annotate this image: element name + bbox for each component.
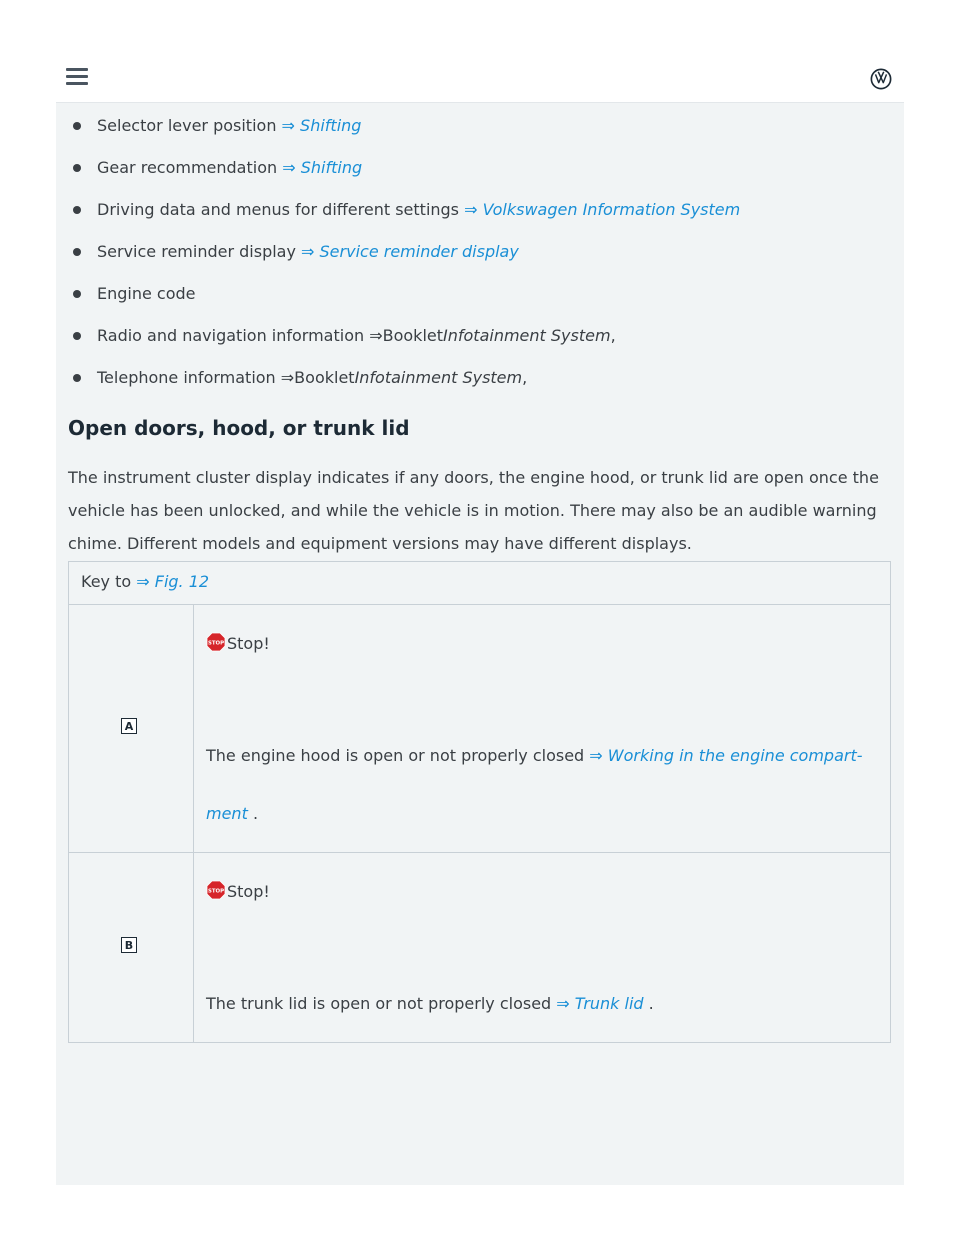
page-content	[56, 103, 904, 1185]
list-item-text: Radio and navigation information ⇒Booklet	[97, 326, 444, 345]
bullet-icon	[73, 374, 81, 382]
stop-warning	[206, 880, 270, 904]
information-system-link[interactable]: ⇒ Volkswagen Information System	[464, 200, 741, 219]
engine-compartment-link[interactable]: ⇒ Working in the engine compart-	[589, 746, 863, 765]
fig-12-link[interactable]: ⇒ Fig. 12	[136, 572, 210, 591]
row-description-end: .	[648, 994, 654, 1013]
letter-a-icon: A	[121, 718, 137, 734]
bullet-icon	[73, 248, 81, 256]
table-row	[69, 605, 891, 853]
stop-label: Stop!	[227, 882, 270, 901]
list-item-text: Engine code	[97, 284, 196, 303]
stop-label: Stop!	[227, 634, 270, 653]
shifting-link[interactable]: ⇒ Shifting	[282, 158, 363, 177]
table-row	[69, 853, 891, 1043]
hamburger-menu-icon[interactable]	[66, 68, 88, 88]
key-table	[68, 561, 891, 1043]
row-description-text: The trunk lid is open or not properly closed	[206, 994, 552, 1013]
list-item-suffix: ,	[522, 368, 528, 387]
list-item-suffix: ,	[610, 326, 616, 345]
section-intro: The instrument cluster display indicates if any doors, the engine hood, or trunk lid are open once the vehicle has been unlocked, and while the vehicle is in motion. There may also be an audible warning chime. Different models and equipment versions may have different displays.	[68, 468, 879, 553]
list-item-text: Telephone information ⇒Booklet	[97, 368, 355, 387]
section-title: Open doors, hood, or trunk lid	[68, 416, 410, 440]
list-item-text: Service reminder display	[97, 242, 296, 261]
trunk-lid-link[interactable]: ⇒ Trunk lid	[556, 994, 644, 1013]
stop-warning	[206, 632, 270, 656]
service-reminder-link[interactable]: ⇒ Service reminder display	[301, 242, 519, 261]
svg-text:STOP: STOP	[207, 640, 225, 647]
bullet-icon	[73, 332, 81, 340]
shifting-link[interactable]: ⇒ Shifting	[281, 116, 362, 135]
row-description-text: The engine hood is open or not properly closed	[206, 746, 585, 765]
bullet-icon	[73, 122, 81, 130]
key-table-header	[69, 562, 891, 605]
row-description	[206, 727, 886, 843]
list-item-text: Selector lever position	[97, 116, 277, 135]
booklet-title: Infotainment System	[354, 368, 523, 387]
booklet-title: Infotainment System	[443, 326, 611, 345]
letter-b-icon: B	[121, 937, 137, 953]
row-description-end: .	[252, 804, 259, 823]
stop-sign-icon	[206, 880, 226, 900]
list-item-text: Gear recommendation	[97, 158, 278, 177]
svg-text:STOP: STOP	[207, 888, 225, 895]
stop-sign-icon	[206, 632, 226, 652]
bullet-icon	[73, 290, 81, 298]
bullet-icon	[73, 164, 81, 172]
top-bar	[56, 56, 904, 103]
key-table-header-text: Key to	[81, 572, 132, 591]
vw-logo-icon[interactable]	[870, 68, 892, 90]
row-description	[206, 975, 886, 1033]
engine-compartment-link-cont[interactable]: ment	[206, 804, 248, 823]
list-item-text: Driving data and menus for different settings	[97, 200, 460, 219]
bullet-icon	[73, 206, 81, 214]
